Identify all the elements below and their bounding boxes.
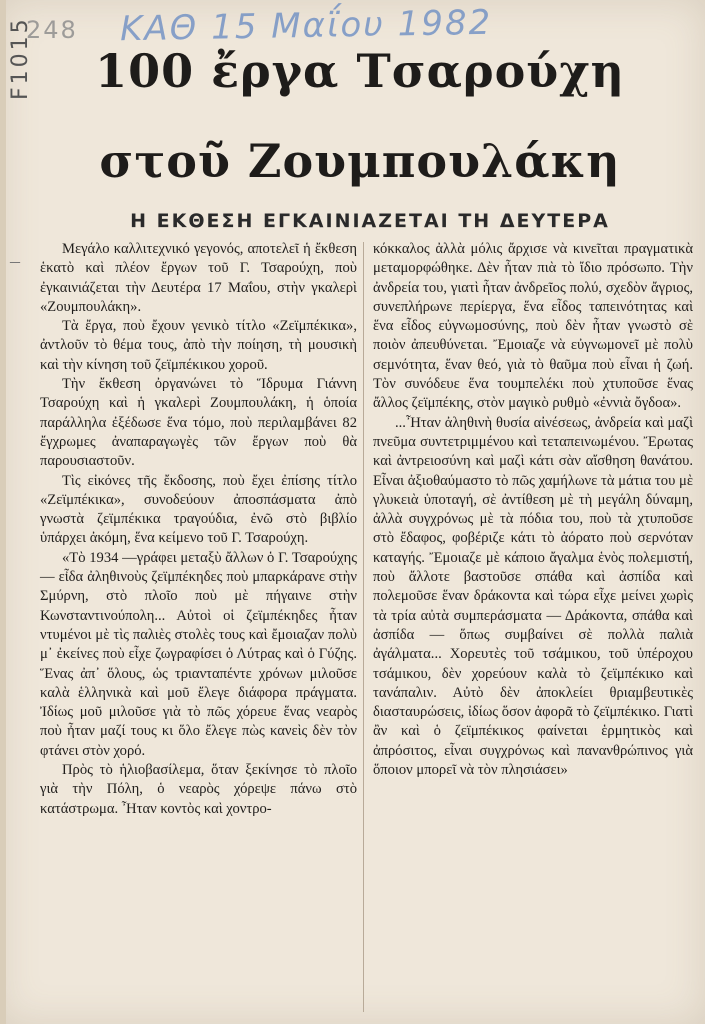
headline-line-1: 100 ἔργα Τσαρούχη [95,44,625,98]
paragraph: «Τὸ 1934 —γράφει μεταξὺ ἄλλων ὁ Γ. Τσαρούχης— εἶδα ἀληθινοὺς ζεϊμπέκηδες ποὺ μπαρκάρανε στὴν Σμύρνη, στὸ πλοῖο ποὺ μὲ πήγαινε στὴν Κωνσταντινούπολη... Αὐτοὶ οἱ ζεϊμπέκηδες ἦταν ντυμένοι μὲ τὶς παλιὲς στολὲς τους καὶ ἔμοιαζαν πολὺ μ᾽ ἐκείνες ποὺ εἶχε ζωγραφίσει ὁ Λύτρας καὶ ὁ Γύζης. Ἕνας ἀπ᾽ ὅλους, ὡς τριανταπέντε χρόνων μιλοῦσε καλὰ ἑλληνικὰ καὶ μοῦ ἔλεγε διάφορα πράγματα. Ἰδίως μοῦ μιλοῦσε γιὰ τὸ πῶς χόρευε ἕνας νεαρὸς ποὺ ἦταν μαζί τους κι ὅλο ἔλεγε πὼς κανεὶς δὲν τὸν φτάνει στὸν χορό. [40,549,357,759]
paragraph: ...Ἦταν ἀληθινὴ θυσία αἰνέσεως, ἀνδρεία καὶ μαζὶ πνεῦμα συντετριμμένου καὶ τεταπεινωμένου. Ἔρωτας καὶ ἀντρειοσύνη καὶ μαζὶ κάτι σὰν αἴσθηση θανάτου. Εἶναι ἀξιοθαύμαστο τὸ πῶς χαμήλωνε τὰ μάτια του μὲ γλυκειὰ ὑποταγή, σὲ ἀντίθεση μὲ τὴ μεγάλη δύναμη, ἀλλὰ συγχρόνως μὲ τὰ πόδια του, ποὺ τὰ χτυποῦσε στὸ ἔδαφος, φοβέριζε κάτι τὸ ἀόρατο ποὺ σερνόταν καταγής. Ἔμοιαζε μὲ κάποιο ἄγαλμα ἑνὸς πολεμιστή, ποὺ ἄλλοτε βαστοῦσε σπάθα καὶ ἀσπίδα καὶ πολεμοῦσε ἕναν δράκοντα καὶ τώρα εἶχε μείνει χωρὶς τὰ τρία αὐτὰ συμπεράσματα — Δράκοντα, σπάθα καὶ ἀσπίδα — ὅπως συμβαίνει σὲ πολλὰ παλιὰ ἀγάλματα... Χορευτὲς τοῦ τσάμικου, τοῦ ὑπέροχου τσάμικου, δὲν χορεύουν καλὰ τὸ ζεϊμπέκικο καὶ τανάπαλιν. Αὐτὸ δὲν ἀποκλείει θριαμβευτικὲς διασταυρώσεις, ἰδίως ὅσον ἀφορᾶ τὸ ζεϊμπέκικο. Γιατὶ ἂν καὶ ὁ ζεϊμπέκικος φαίνεται ἑρμητικὸς καὶ ἀπρόσιτος, εἶναι συγχρόνως καὶ πανανθρώπινος γιὰ ὅποιον μπορεῖ νὰ τὸν πλησιάσει» [373,414,693,779]
article-column-right [373,240,693,780]
date-annotation: ΚΑΘ 15 Μαΐου 1982 [119,2,493,50]
paragraph: Πρὸς τὸ ἡλιοβασίλεμα, ὅταν ξεκίνησε τὸ πλοῖο γιὰ τὴν Πόλη, ὁ νεαρὸς χόρεψε πάνω στὸ κατάστρωμα. Ἦταν κοντὸς καὶ χοντρο- [40,762,357,817]
paragraph: Μεγάλο καλλιτεχνικό γεγονός, αποτελεῖ ἡ ἔκθεση ἑκατὸ καὶ πλέον ἔργων τοῦ Γ. Τσαρούχη, ποὺ ἐγκαινιάζεται τὴν Δευτέρα 17 Μαΐου, στὴν γκαλερὶ «Ζουμπουλάκη». [40,241,357,315]
archive-code-annotation: F1015 [8,16,33,100]
margin-mark-annotation: – [10,250,20,272]
paragraph: Τὰ ἔργα, ποὺ ἔχουν γενικὸ τίτλο «Ζεϊμπέκικα», ἀντλοῦν τὸ θέμα τους, ἀπὸ τὴν ποίηση, τὴ μουσικὴ καὶ τὴν κίνηση τοῦ ζεϊμπέκικου χοροῦ. [40,318,357,373]
clipping-edge [0,0,6,1024]
headline-line-2: στοῦ Ζουμπουλάκη [99,134,621,188]
paragraph: Τὶς εἰκόνες τῆς ἔκδοσης, ποὺ ἔχει ἐπίσης τίτλο «Ζεϊμπέκικα», συνοδεύουν ἀποσπάσματα ἀπὸ γνωστὰ ζεϊμπέκικα τραγούδια, ἐνῶ στὸ βιβλίο ὑπάρχει ἀκόμη, ἕνα κείμενο τοῦ Γ. Τσαρούχη. [40,472,357,547]
article-column-left [40,240,357,819]
paragraph: κόκκαλος ἀλλὰ μόλις ἄρχισε νὰ κινεῖται πραγματικὰ μεταμορφώθηκε. Δὲν ἦταν πιὰ τὸ ἴδιο πρόσωπο. Τὴν ἀνδρεία του, γιατὶ ἦταν ἀνδρεῖος πολύ, σχεδὸν ἄγριος, συνεπλήρωνε περίεργα, ἕνα εἶδος ταπεινότητας καὶ ἕνα εἶδος εὐγνωμοσύνης, ποὺ δὲν ἦταν γνωστὸ σὲ ποιὸν ἀπευθύνεται. Ἔμοιαζε νὰ εὐγνωμονεῖ μὲ πολὺ σεμνότητα, ἕναν θεό, γιὰ τὸ θαῦμα ποὺ εἶναι ἡ ζωή. Τὸν συνόδευε ἕνα τουμπελέκι ποὺ χτυποῦσε ἕνας ἄλλος ζεϊμπέκης, στὸν μαγικὸ ρυθμὸ «ἐννιὰ ὄγδοα». [373,241,693,412]
subheadline: Η ΕΚΘΕΣΗ ΕΓΚΑΙΝΙΑΖΕΤΑΙ ΤΗ ΔΕΥΤΕΡΑ [130,210,610,232]
archive-number-annotation: 248 [26,16,78,44]
column-divider [363,242,364,1012]
paragraph: Τὴν ἔκθεση ὀργανώνει τὸ Ἵδρυμα Γιάννη Τσαρούχη καὶ ἡ γκαλερὶ Ζουμπουλάκη, ἡ ὁποία παράλληλα ἐξέδωσε ἕνα τόμο, ποὺ περιλαμβάνει 82 ἔγχρωμες ἀναπαραγωγὲς τῶν ἔργων ποὺ θὰ παρουσιαστοῦν. [40,376,357,470]
